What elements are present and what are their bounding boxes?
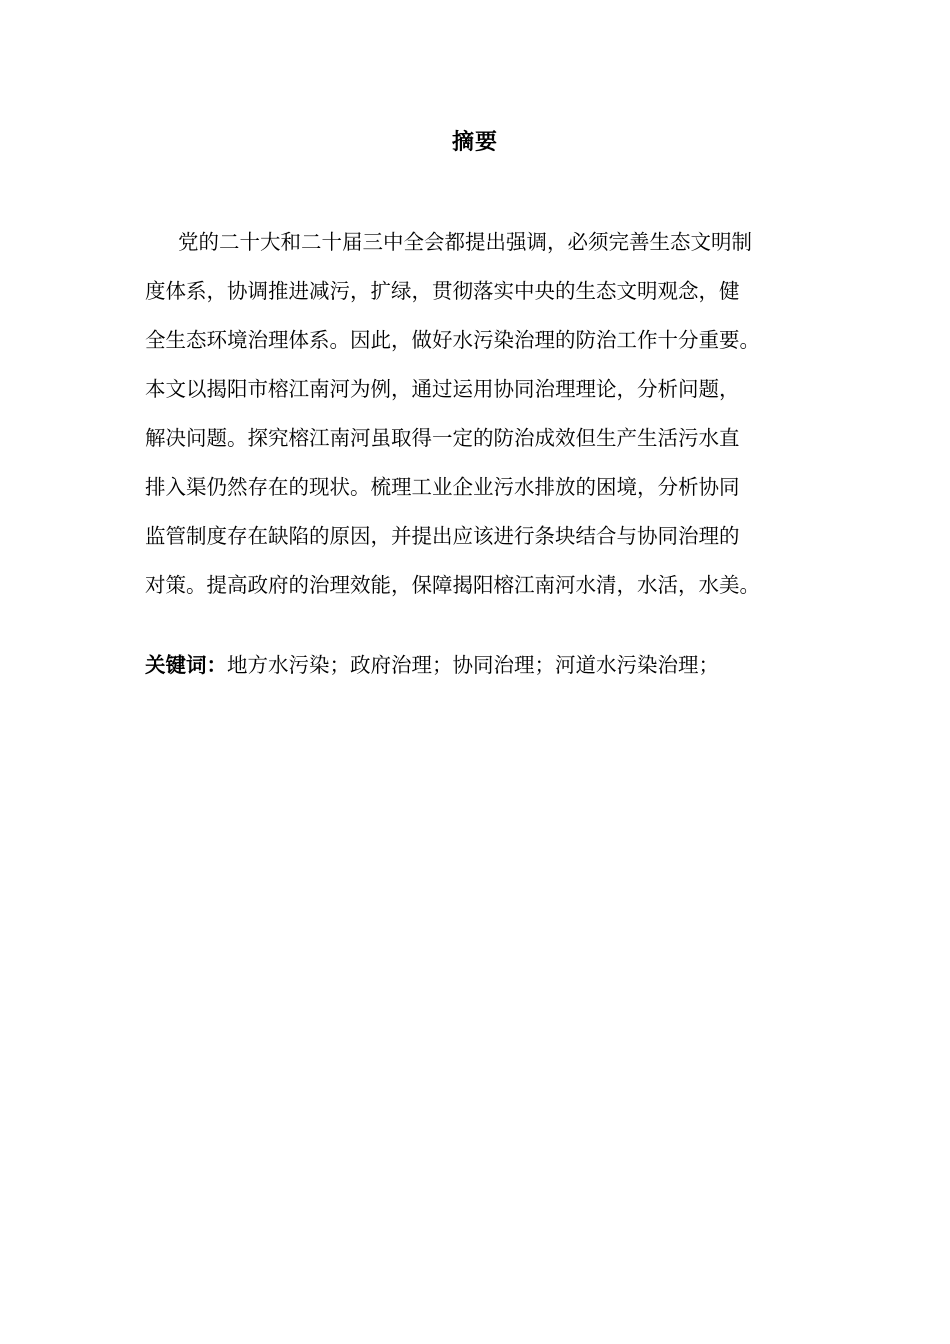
abstract-line: 党的二十大和二十届三中全会都提出强调，必须完善生态文明制 [178, 230, 752, 254]
abstract-line: 本文以揭阳市榕江南河为例，通过运用协同治理理论，分析问题， [145, 377, 740, 401]
abstract-line: 解决问题。探究榕江南河虽取得一定的防治成效但生产生活污水直 [145, 426, 740, 450]
abstract-line: 度体系，协调推进减污，扩绿，贯彻落实中央的生态文明观念，健 [145, 279, 740, 303]
abstract-line: 排入渠仍然存在的现状。梳理工业企业污水排放的困境，分析协同 [145, 475, 740, 499]
abstract-body [145, 224, 815, 616]
abstract-line: 监管制度存在缺陷的原因，并提出应该进行条块结合与协同治理的 [145, 524, 740, 548]
keywords-line [145, 647, 815, 683]
abstract-line: 全生态环境治理体系。因此，做好水污染治理的防治工作十分重要。 [145, 328, 760, 352]
keywords-text: 地方水污染；政府治理；协同治理；河道水污染治理； [227, 653, 719, 677]
keywords-label: 关键词： [145, 653, 227, 677]
abstract-line: 对策。提高政府的治理效能，保障揭阳榕江南河水清，水活，水美。 [145, 573, 760, 597]
page-title: 摘要 [451, 130, 498, 155]
